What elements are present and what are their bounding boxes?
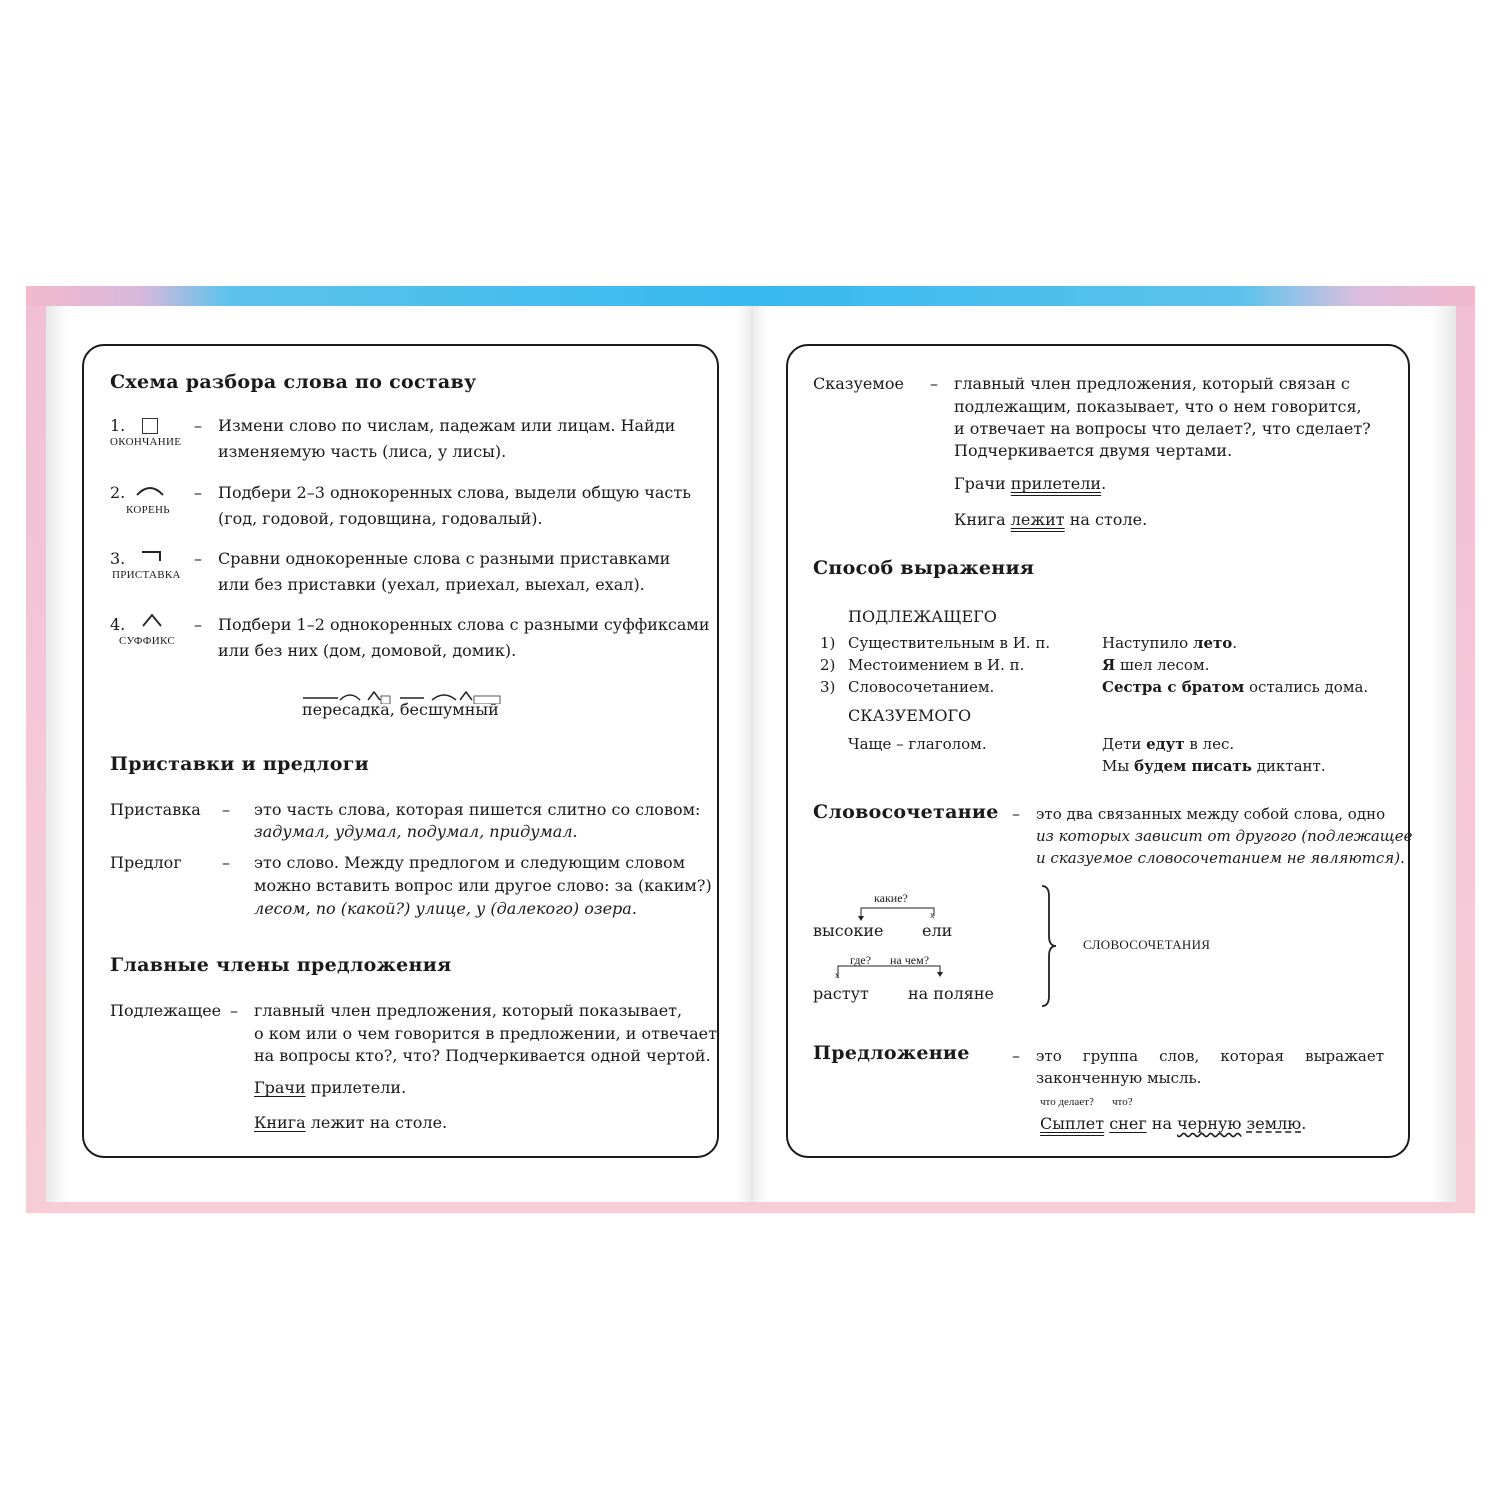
- scheme-item-3-line1: Сравни однокоренные слова с разными приставками: [218, 549, 671, 568]
- way-3-example: [1102, 676, 1368, 698]
- double-underlined-predicate: прилетели: [1010, 474, 1102, 493]
- scheme-item-1-line1: Измени слово по числам, падежам или лицам. Найди: [218, 416, 676, 435]
- predicate-word: Сыплет: [1040, 1114, 1105, 1133]
- sentence-question-1: что делает?: [1040, 1096, 1094, 1108]
- sentence-example: [1040, 1111, 1306, 1137]
- subject-example-1: [254, 1075, 406, 1101]
- root-arc-icon: [134, 483, 166, 497]
- predicate-def-line2: подлежащим, показывает, что о нем говорится,: [954, 397, 1362, 416]
- prefixes-title: Приставки и предлоги: [110, 753, 370, 775]
- scheme-dash: –: [1012, 804, 1020, 823]
- scheme-item-3-num: 3.: [110, 549, 126, 568]
- phrase-word-1b: ели: [922, 921, 953, 940]
- book-spine: [736, 306, 768, 1202]
- ending-box-icon: [142, 415, 158, 434]
- preposition-def-line1: это слово. Между предлогом и следующим словом: [254, 853, 686, 872]
- preposition-term: Предлог: [110, 853, 182, 872]
- predicate-def-line1: главный член предложения, который связан с: [954, 374, 1350, 393]
- scheme-dash: –: [194, 615, 202, 634]
- object-word: землю: [1246, 1114, 1302, 1133]
- scheme-dash: –: [1012, 1046, 1020, 1065]
- phrases-label: СЛОВОСОЧЕТАНИЯ: [1083, 937, 1211, 952]
- attribute-word: черную: [1177, 1114, 1242, 1133]
- example-text: шел лесом.: [1115, 656, 1210, 674]
- scheme-dash: –: [230, 1001, 238, 1020]
- way-3-num: 3): [820, 678, 836, 696]
- way-2-num: 2): [820, 656, 836, 674]
- example-rest: на столе.: [1069, 510, 1148, 529]
- predicate-def-line4: Подчеркивается двумя чертами.: [954, 441, 1233, 460]
- phrase-def-line1: это два связанных между собой слова, одно: [1036, 805, 1386, 823]
- sentence-end: .: [1301, 1114, 1307, 1133]
- scheme-dash: –: [194, 549, 202, 568]
- preposition-def-line3: лесом, по (какой?) улице, у (далекого) озера.: [254, 899, 637, 918]
- example-bold: Сестра с братом: [1102, 678, 1245, 696]
- subject-def-line1: главный член предложения, который показывает,: [254, 1001, 683, 1020]
- scheme-item-2-line2: (год, годовой, годовщина, годовалый).: [218, 509, 543, 528]
- example-text: в лес.: [1184, 735, 1235, 753]
- phrase-question-2a: где?: [850, 953, 872, 967]
- prefix-def-line2: задумал, удумал, подумал, придумал.: [254, 822, 578, 841]
- preposition-word: на: [1151, 1114, 1172, 1133]
- scheme-dash: –: [930, 374, 938, 393]
- phrase-question-2b: на чем?: [890, 953, 930, 967]
- predicate-term: Сказуемое: [813, 374, 904, 393]
- example-word: Книга: [954, 510, 1006, 529]
- scheme-item-4-num: 4.: [110, 615, 126, 634]
- morpheme-example: пересадка, бесшумный: [302, 700, 499, 719]
- sentence-def-line2: законченную мысль.: [1036, 1069, 1202, 1087]
- scheme-dash: –: [222, 800, 230, 819]
- phrase-word-2b: на поляне: [908, 984, 994, 1003]
- example-bold: едут: [1146, 735, 1185, 753]
- predicate-def-line3: и отвечает на вопросы что делает?, что сделает?: [954, 419, 1371, 438]
- predicate-way-example-1: [1102, 733, 1234, 755]
- subject-word: снег: [1109, 1114, 1147, 1133]
- way-1-text: Существительным в И. п.: [848, 634, 1051, 652]
- phrase-def-line3: и сказуемое словосочетанием не являются).: [1036, 849, 1405, 867]
- scheme-dash: –: [194, 416, 202, 435]
- scheme-item-4-label: СУФФИКС: [119, 635, 175, 647]
- predicate-heading: СКАЗУЕМОГО: [848, 706, 972, 725]
- page-edge-right: [1432, 306, 1456, 1202]
- predicate-way-example-2: [1102, 755, 1326, 777]
- example-word: Грачи: [954, 474, 1006, 493]
- scheme-item-2-line1: Подбери 2–3 однокоренных слова, выдели общую часть: [218, 483, 691, 502]
- prefix-def-line1: это часть слова, которая пишется слитно со словом:: [254, 800, 701, 819]
- expression-title: Способ выражения: [813, 557, 1035, 579]
- example-rest: .: [1101, 474, 1107, 493]
- sentence-def-line1: это группа слов, которая выражает: [1036, 1047, 1384, 1065]
- prefix-corner-icon: [140, 549, 164, 563]
- subject-term: Подлежащее: [110, 1001, 222, 1020]
- example-rest: прилетели.: [310, 1078, 407, 1097]
- way-1-num: 1): [820, 634, 836, 652]
- underlined-subject: Грачи: [254, 1078, 306, 1097]
- scheme-item-3-line2: или без приставки (уехал, приехал, выехал, ехал).: [218, 575, 645, 594]
- scheme-item-3-label: ПРИСТАВКА: [112, 569, 181, 581]
- phrase-question-1: какие?: [874, 891, 908, 905]
- scheme-item-1-label: ОКОНЧАНИЕ: [110, 436, 182, 448]
- scheme-dash: –: [194, 483, 202, 502]
- example-bold: будем писать: [1134, 757, 1252, 775]
- prefix-term: Приставка: [110, 800, 201, 819]
- example-text: остались дома.: [1244, 678, 1369, 696]
- way-2-example: [1102, 654, 1209, 676]
- example-text: диктант.: [1251, 757, 1326, 775]
- subject-heading: ПОДЛЕЖАЩЕГО: [848, 607, 997, 626]
- phrase-word-1a: высокие: [813, 921, 884, 940]
- scheme-item-2-num: 2.: [110, 483, 126, 502]
- scheme-item-1-num: 1.: [110, 416, 126, 435]
- phrase-head-mark: x: [835, 970, 840, 980]
- example-text: Наступило: [1102, 634, 1193, 652]
- predicate-example-2: [954, 507, 1147, 533]
- curly-brace-icon: [1038, 884, 1062, 1008]
- phrase-def-line2: из которых зависит от другого (подлежащее: [1036, 827, 1413, 845]
- way-2-text: Местоимением в И. п.: [848, 656, 1025, 674]
- example-text: Мы: [1102, 757, 1135, 775]
- subject-def-line3: на вопросы кто?, что? Подчеркивается одной чертой.: [254, 1046, 711, 1065]
- scheme-dash: –: [222, 853, 230, 872]
- main-members-title: Главные члены предложения: [110, 954, 452, 976]
- scheme-item-1-line2: изменяемую часть (лиса, у лисы).: [218, 442, 507, 461]
- double-underlined-predicate: лежит: [1010, 510, 1065, 529]
- preposition-def-line2: можно вставить вопрос или другое слово: за (каким?): [254, 876, 712, 895]
- phrase-word-2a: растут: [813, 984, 869, 1003]
- page-edge-left: [46, 306, 68, 1202]
- scheme-item-4-line2: или без них (дом, домовой, домик).: [218, 641, 517, 660]
- predicate-example-1: [954, 471, 1106, 497]
- suffix-caret-icon: [140, 612, 164, 628]
- phrase-title: Словосочетание: [813, 801, 999, 823]
- example-bold: Я: [1102, 656, 1116, 674]
- way-3-text: Словосочетанием.: [848, 678, 995, 696]
- sentence-title: Предложение: [813, 1042, 970, 1064]
- predicate-way: Чаще – глаголом.: [848, 735, 987, 753]
- subject-example-2: [254, 1110, 447, 1136]
- example-bold: лето: [1192, 634, 1233, 652]
- way-1-example: [1102, 632, 1237, 654]
- example-rest: лежит на столе.: [310, 1113, 448, 1132]
- scheme-item-2-label: КОРЕНЬ: [126, 504, 170, 516]
- example-text: Дети: [1102, 735, 1147, 753]
- subject-def-line2: о ком или о чем говорится в предложении, и отвечает: [254, 1024, 717, 1043]
- phrase-head-mark: x: [930, 910, 935, 920]
- example-text: .: [1232, 634, 1238, 652]
- scheme-item-4-line1: Подбери 1–2 однокоренных слова с разными суффиксами: [218, 615, 710, 634]
- underlined-subject: Книга: [254, 1113, 306, 1132]
- scheme-title: Схема разбора слова по составу: [110, 371, 477, 393]
- sentence-question-2: что?: [1112, 1096, 1133, 1108]
